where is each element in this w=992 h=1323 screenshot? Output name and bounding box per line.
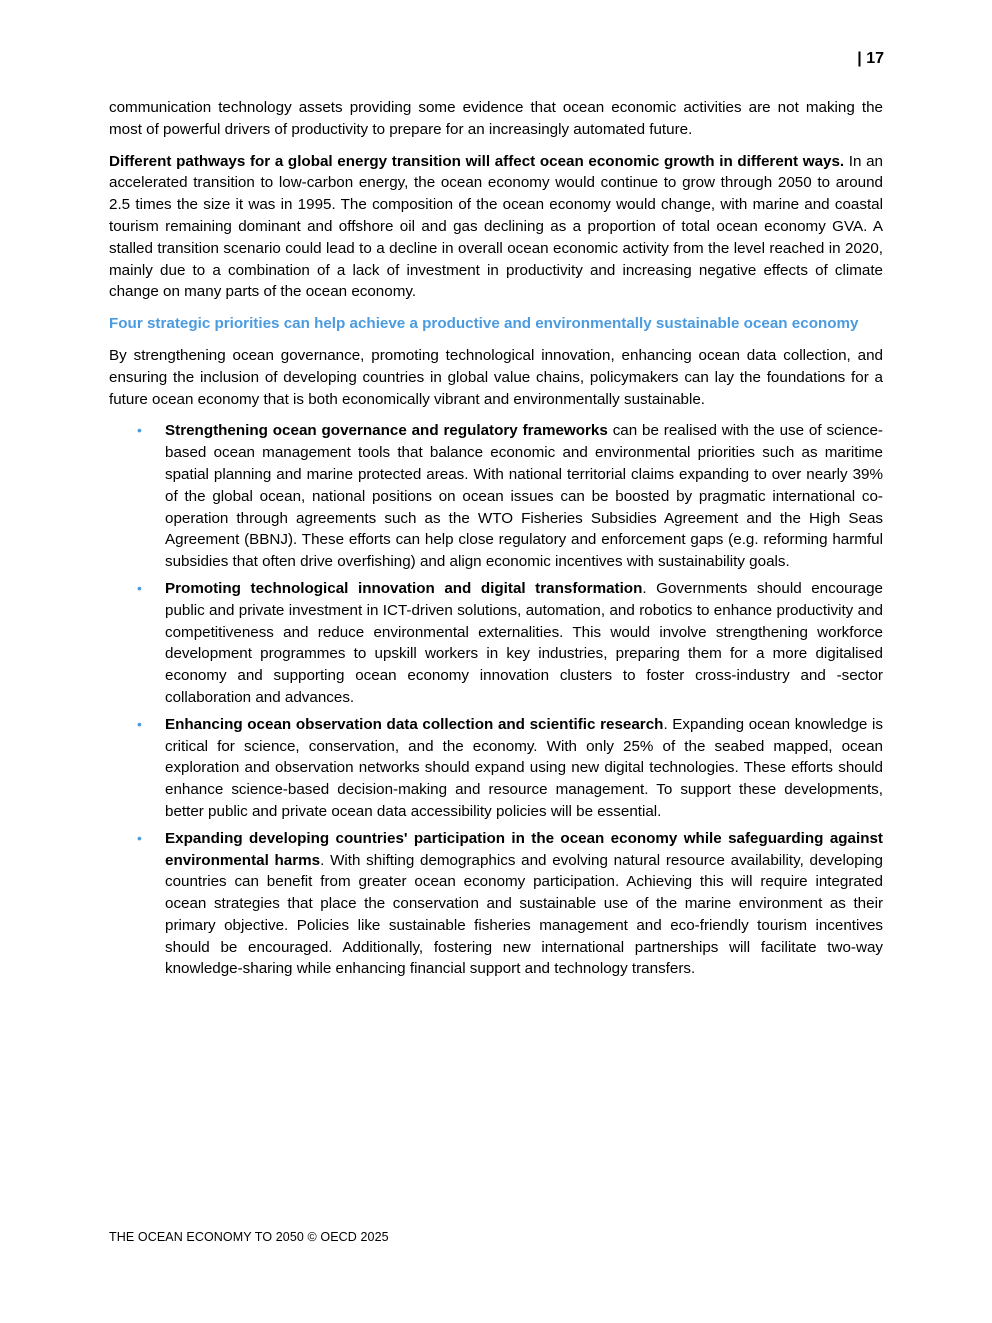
list-item xyxy=(109,578,883,709)
paragraph-continuation: communication technology assets providing some evidence that ocean economic activities are not making the most of powerful drivers of productivity to prepare for an increasingly automated future. xyxy=(109,99,883,138)
section-heading: Four strategic priorities can help achieve a productive and environmentally sustainable ocean economy xyxy=(109,315,859,333)
page-number: | 17 xyxy=(857,50,884,67)
bullet-icon: • xyxy=(137,715,142,732)
bullet-icon: • xyxy=(137,579,142,596)
list-item xyxy=(109,714,883,823)
list-item-text: . Governments should encourage public and private investment in ICT-driven solutions, automation, and robotics to enhance productivity and competitiveness and reduce environmental externalities. This would involve strengthening workforce development programmes to upskill workers in key industries, preparing them for a more digitalised economy and supporting ocean economy innovation clusters to foster cross-industry and -sector collaboration and advances. xyxy=(165,579,883,706)
list-item-title: Expanding developing countries' participation in the ocean economy while safeguarding against environmental harms xyxy=(165,829,883,869)
list-item-title: Enhancing ocean observation data collection and scientific research xyxy=(165,715,664,733)
page-footer: THE OCEAN ECONOMY TO 2050 © OECD 2025 xyxy=(109,1230,389,1244)
bullet-icon: • xyxy=(137,422,142,439)
list-item xyxy=(109,828,883,981)
list-item-text: . Expanding ocean knowledge is critical for science, conservation, and the economy. With only 25% of the seabed mapped, ocean exploration and observation networks should expand using new digital technologies. These efforts should enhance science-based decision-making and resource management. To support these developments, better public and private ocean data accessibility policies will be essential. xyxy=(165,715,883,820)
priorities-list xyxy=(109,420,883,980)
main-content xyxy=(109,97,883,985)
list-item-title: Strengthening ocean governance and regulatory frameworks xyxy=(165,422,608,440)
list-item-text: can be realised with the use of science-based ocean management tools that balance economic and environmental priorities such as maritime spatial planning and marine protected areas. With national territorial claims expanding to over nearly 39% of the global ocean, national positions on ocean issues can be boosted by pragmatic international co-operation through agreements such as the WTO Fisheries Subsidies Agreement and the High Seas Agreement (BBNJ). These efforts can help close regulatory and enforcement gaps (e.g. reforming harmful subsidies that often drive overfishing) and align economic incentives with sustainability goals. xyxy=(165,422,883,571)
list-item xyxy=(109,420,883,573)
paragraph-body: In an accelerated transition to low-carbon energy, the ocean economy would continue to grow through 2050 to around 2.5 times the size it was in 1995. The composition of the ocean economy would change, with marine and coastal tourism remaining dominant and offshore oil and gas declining as a proportion of total ocean economy GVA. A stalled transition scenario could lead to a decline in overall ocean economic activity from the level reached in 2020, mainly due to a combination of a lack of investment in productivity and increasing negative effects of climate change on many parts of the ocean economy. xyxy=(109,152,883,301)
list-item-text: . With shifting demographics and evolving natural resource availability, developing countries can benefit from greater ocean economy participation. Achieving this will require integrated ocean strategies that place the conservation and sustainable use of the marine environment as their primary objective. Policies like sustainable fisheries management and eco-friendly tourism incentives should be encouraged. Additionally, fostering new international partnerships will facilitate two-way knowledge-sharing while enhancing financial support and technology transfers. xyxy=(165,851,883,978)
paragraph-lead-bold: Different pathways for a global energy transition will affect ocean economic growth in different ways. xyxy=(109,152,845,170)
list-item-title: Promoting technological innovation and digital transformation xyxy=(165,579,643,597)
paragraph-energy-transition xyxy=(109,151,883,304)
paragraph-intro: By strengthening ocean governance, promoting technological innovation, enhancing ocean data collection, and ensuring the inclusion of developing countries in global value chains, policymakers can lay the foundations for a future ocean economy that is both economically vibrant and environmentally sustainable. xyxy=(109,346,883,408)
bullet-icon: • xyxy=(137,829,142,846)
